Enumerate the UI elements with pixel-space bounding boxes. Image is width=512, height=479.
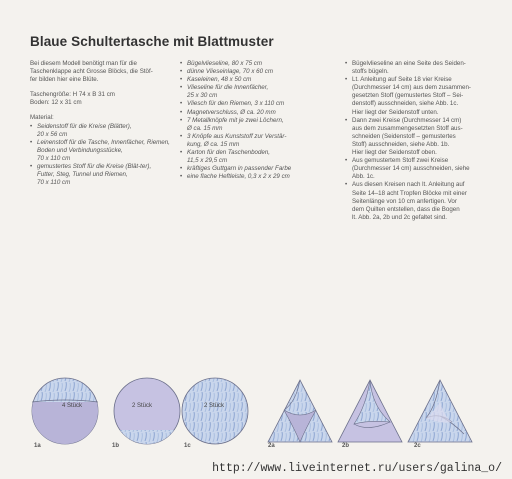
step-line: Aus gemustertem Stoff zwei Kreise	[352, 157, 449, 165]
item-sub: kung, Ø ca. 15 mm	[187, 140, 240, 148]
instruction-steps	[345, 60, 495, 222]
item-text: Leinenstoff für die Tasche, Innenfächer, Riemen, Boden und Verbindungsstücke,	[37, 138, 170, 154]
figure-label-2a: 2a	[268, 443, 275, 449]
item-text: Magnetverschluss, Ø ca. 20 mm	[187, 108, 276, 116]
item-text: kräftiges Guttgarn in passender Farbe	[187, 165, 292, 173]
item-text: Kaseleinen, 48 x 50 cm	[187, 76, 252, 84]
list-item	[180, 165, 340, 173]
list-item	[180, 76, 340, 84]
step-line: Hier liegt der Seidenstoff oben.	[352, 149, 437, 157]
step-line: Hier liegt der Seidenstoff unten.	[352, 108, 439, 116]
item-text: Vlieseline für die Innenfächer,	[187, 84, 269, 92]
item-text: eine flache Heftleiste, 0,3 x 2 x 29 cm	[187, 173, 290, 181]
step-line: Aus diesen Kreisen nach lt. Anleitung auf	[352, 181, 465, 189]
column-materials-continued	[180, 60, 340, 181]
item-sub: 25 x 30 cm	[187, 92, 218, 100]
column-intro-materials	[30, 60, 170, 187]
figure-label-1a: 1a	[34, 443, 41, 449]
figure-label-1b: 1b	[112, 443, 120, 449]
list-item	[30, 139, 170, 163]
circle-figure-1b	[112, 378, 182, 450]
intro-line: fer bilden hier eine Blüte.	[30, 76, 99, 84]
materials-list-2	[180, 60, 340, 181]
list-item	[180, 117, 340, 133]
item-sub: Ø ca. 15 mm	[187, 124, 223, 132]
figure-label-1c: 1c	[184, 443, 191, 449]
step-line: denstoff) ausschneiden, siehe Abb. 1c.	[352, 100, 459, 108]
page-title: Blaue Schultertasche mit Blattmuster	[30, 34, 274, 49]
instruction-step	[345, 60, 495, 76]
step-line: Abb. 1c.	[352, 173, 375, 181]
item-sub: 70 x 110 cm	[37, 154, 71, 162]
step-line: gesetzten Stoff (gemustertes Stoff – Sei-	[352, 92, 464, 100]
step-line: Seite 14–18 acht Tropfen Blöcke mit einer	[352, 189, 467, 197]
figure-label-2c: 2c	[414, 443, 421, 449]
step-line: lt. Abb. 2a, 2b und 2c gefaltet sind.	[352, 213, 447, 221]
step-line: schneiden (Seidenstoff – gemustertes	[352, 132, 456, 140]
step-line: Stoff) ausschneiden, siehe Abb. 1b.	[352, 140, 450, 148]
triangle-figure-2b	[338, 380, 402, 442]
item-sub: 20 x 56 cm	[37, 130, 68, 138]
instruction-step	[345, 76, 495, 116]
list-item	[180, 173, 340, 181]
list-item	[180, 100, 340, 108]
item-text: dünne Vlieseinlage, 70 x 60 cm	[187, 68, 273, 76]
list-item	[180, 68, 340, 76]
diagram-figures	[0, 372, 512, 452]
circle-figure-1c	[182, 378, 248, 444]
item-sub: 11,5 x 29,5 cm	[187, 157, 228, 165]
circle-count-label: 2 Stück	[204, 403, 225, 409]
step-line: (Durchmesser 14 cm) ausschneiden, siehe	[352, 165, 470, 173]
list-item	[180, 109, 340, 117]
item-text: 7 Metallknöpfe mit je zwei Löchern,	[187, 116, 284, 124]
step-line: dem Quilten entstellen, dass die Bogen	[352, 205, 460, 213]
circle-count-label: 4 Stück	[62, 403, 83, 409]
intro-line: Bei diesem Modell benötigt man für die	[30, 60, 137, 67]
circle-count-label: 2 Stück	[132, 403, 153, 409]
item-sub: 70 x 110 cm	[37, 179, 71, 187]
item-text: Bügelvlieseline, 80 x 75 cm	[187, 60, 262, 67]
list-item	[180, 149, 340, 165]
bag-size: Taschengröße: H 74 x B 31 cm	[30, 91, 115, 99]
triangle-figure-2c	[408, 380, 472, 442]
list-item	[180, 133, 340, 149]
list-item	[30, 123, 170, 139]
figure-label-2b: 2b	[342, 443, 350, 449]
item-text: gemustertes Stoff für die Kreise (Blät-ter), Futter, Steg, Tunnel und Riemen,	[37, 163, 152, 179]
item-text: Seidenstoff für die Kreise (Blätter),	[37, 122, 132, 130]
materials-heading: Material:	[30, 114, 54, 122]
item-text: Vliesch für den Riemen, 3 x 110 cm	[187, 100, 285, 108]
instruction-step	[345, 157, 495, 181]
source-url-watermark: http://www.liveinternet.ru/users/galina_o/	[212, 462, 502, 475]
list-item	[180, 84, 340, 100]
item-text: 3 Knöpfe aus Kunststoff zur Verstär-	[187, 132, 287, 140]
bottom-size: Boden: 12 x 31 cm	[30, 99, 82, 107]
step-line: aus dem zusammengesetzten Stoff aus-	[352, 124, 463, 132]
list-item	[180, 60, 340, 68]
step-line: Dann zwei Kreise (Durchmesser 14 cm)	[352, 116, 462, 124]
intro-line: Taschenklappe acht Grosse Blöcks, die Stöf-	[30, 68, 153, 76]
step-line: Seitenlänge von 10 cm anfertigen. Vor	[352, 197, 457, 205]
instruction-step	[345, 117, 495, 157]
triangle-figure-2a	[268, 380, 332, 442]
materials-list	[30, 123, 170, 188]
step-line: Lt. Anleitung auf Seite 18 vier Kreise	[352, 76, 452, 84]
figures-svg	[0, 372, 512, 452]
step-line: (Durchmesser 14 cm) aus dem zusammen-	[352, 84, 471, 92]
column-instructions	[345, 60, 495, 222]
instruction-step	[345, 181, 495, 221]
step-line: Bügelvlieseline an eine Seite des Seiden-	[352, 60, 466, 67]
item-text: Karton für den Taschenboden,	[187, 149, 271, 157]
list-item	[30, 163, 170, 187]
step-line: stoffs bügeln.	[352, 68, 389, 76]
circle-figure-1a	[30, 378, 100, 448]
